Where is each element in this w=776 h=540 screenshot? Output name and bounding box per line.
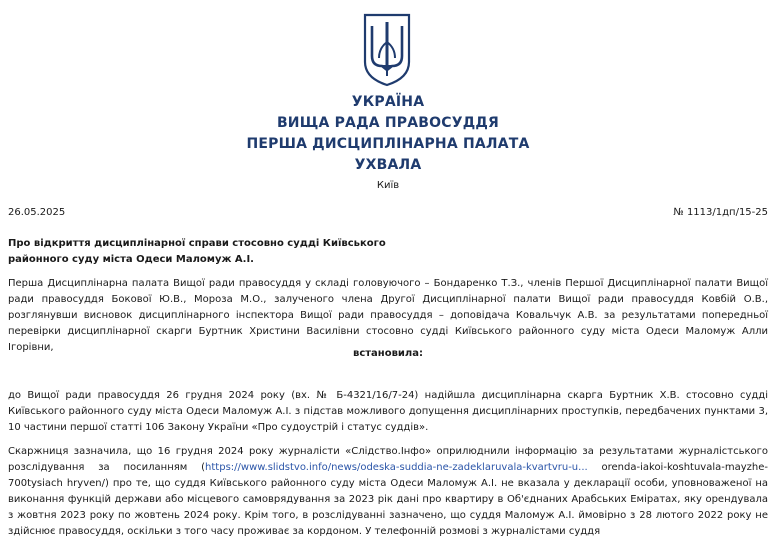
complaint-paragraph: до Вищої ради правосуддя 26 грудня 2024 року (вх. № Б-4321/16/7-24) надійшла дисциплінарна скарга Буртник Х.В. стосовно судді Київського районного суду міста Одеси Маломуж А.І. з підстав можливого допущення дисциплінарних проступків, передбачених пунктами 3, 10 частини першої статті 106 Закону України «Про судоустрій і статус суддів». — [8, 390, 768, 433]
document-subject: Про відкриття дисциплінарної справи стосовно судді Київського районного суду міста Одеси Маломуж А.І. — [8, 238, 386, 265]
council-heading: ВИЩА РАДА ПРАВОСУДДЯ — [276, 115, 500, 131]
trident-coat-of-arms-icon — [362, 12, 412, 88]
document-date: 26.05.2025 — [8, 207, 66, 218]
investigation-link[interactable]: https://www.slidstvo.info/news/odeska-suddia-ne-zadeklaruvala-kvartvru-u... — [205, 462, 588, 473]
intro-paragraph: Перша Дисциплінарна палата Вищої ради правосуддя у складі головуючого – Бондаренко Т.З., членів Першої Дисциплінарної палати Вищої ради правосуддя Бокової Ю.В., Мороза М.О., залученого члена Другої Дисциплінарної палати Вищої ради правосуддя Ковбій О.В., розглянувши висновок дисциплінарного інспектора Вищої ради правосуддя – доповідача Ковальчук А.В. за результатами попередньої перевірки дисциплінарної скарги Буртник Христини Василівни стосовно судді Київського районного суду міста Одеси Маломуж Алли Ігорівни, — [8, 278, 768, 353]
allegation-paragraph — [8, 444, 768, 540]
country-heading: УКРАЇНА — [351, 94, 425, 110]
chamber-heading: ПЕРША ДИСЦИПЛІНАРНА ПАЛАТА — [246, 136, 530, 152]
document-type-heading: УХВАЛА — [354, 157, 422, 173]
document-number: № 1113/1дп/15-25 — [673, 207, 768, 218]
city-label: Київ — [376, 180, 400, 191]
allegation-text-before: Скаржниця зазначила, що 16 грудня 2024 року журналісти «Слідство.Інфо» оприлюднили інформацію за результатами журналістського розслідування за посиланням ( — [8, 446, 768, 473]
allegation-text-after: orenda-iakoi-koshtuvala-mayzhe-700tysiach hryven/) про те, що суддя Київського районного суду міста Одеси Маломуж А.І. не вказала у декларації особи, уповноваженої на виконання функцій держави або місцевого самоврядування за 2023 рік дані про квартиру в Об'єднаних Арабських Еміратах, яку орендувала з жовтня 2023 року по жовтень 2024 року. Крім того, в розслідуванні зазначено, що суддя Маломуж А.І. ймовірно з 28 лютого 2022 року не здійснює правосуддя, оскільки з того часу проживає за кордоном. У телефонній розмові з журналістами суддя — [8, 462, 768, 537]
decided-heading: встановила: — [353, 348, 423, 359]
